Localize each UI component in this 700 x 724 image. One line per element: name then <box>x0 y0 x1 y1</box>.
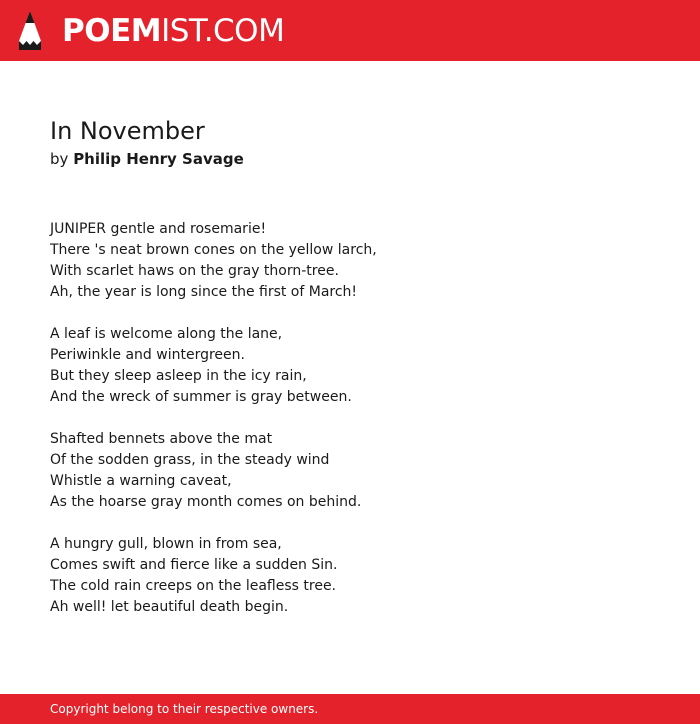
poem-line: There 's neat brown cones on the yellow larch, <box>50 242 377 258</box>
poem-title: In November <box>50 117 205 145</box>
poem-line: Shafted bennets above the mat <box>50 431 273 447</box>
poem-line: But they sleep asleep in the icy rain, <box>50 368 307 384</box>
poem-line: Ah well! let beautiful death begin. <box>50 599 289 615</box>
poem-line: As the hoarse gray month comes on behind. <box>50 494 362 510</box>
stanza <box>50 219 650 303</box>
stanza <box>50 429 650 513</box>
poem-author[interactable]: Philip Henry Savage <box>73 150 244 168</box>
pencil-tip-icon[interactable] <box>18 10 42 51</box>
stanza <box>50 324 650 408</box>
site-footer <box>0 694 700 724</box>
poem-line: The cold rain creeps on the leafless tree. <box>50 578 337 594</box>
stanza <box>50 534 650 618</box>
poem-body <box>50 219 650 639</box>
brand-name-bold: POEM <box>62 13 162 49</box>
poem-line: Of the sodden grass, in the steady wind <box>50 452 330 468</box>
poem-line: A hungry gull, blown in from sea, <box>50 536 282 552</box>
brand-name-light: IST.COM <box>161 13 285 49</box>
poem-line: JUNIPER gentle and rosemarie! <box>50 221 267 237</box>
poem-line: Periwinkle and wintergreen. <box>50 347 245 363</box>
copyright-notice: Copyright belong to their respective owners. <box>50 702 319 716</box>
poem-line: A leaf is welcome along the lane, <box>50 326 283 342</box>
site-logo[interactable] <box>62 12 284 50</box>
poem-line: Ah, the year is long since the first of March! <box>50 284 358 300</box>
poem-line: With scarlet haws on the gray thorn-tree. <box>50 263 339 279</box>
site-header <box>0 0 700 61</box>
poem-byline <box>50 149 244 169</box>
by-label: by <box>50 150 69 168</box>
poem-line: Comes swift and fierce like a sudden Sin. <box>50 557 338 573</box>
poem-line: And the wreck of summer is gray between. <box>50 389 352 405</box>
poem-line: Whistle a warning caveat, <box>50 473 232 489</box>
